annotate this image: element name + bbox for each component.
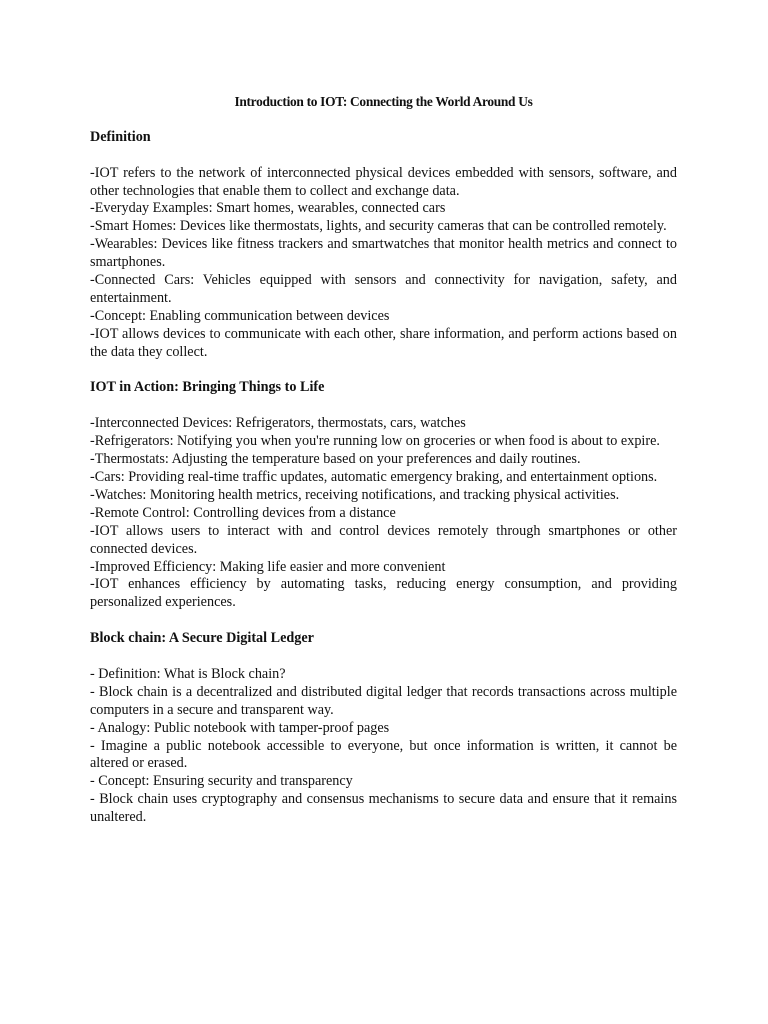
paragraph: - Concept: Ensuring security and transparency (90, 773, 353, 790)
paragraph: - Definition: What is Block chain? (90, 665, 286, 682)
section-heading: Definition (90, 128, 151, 145)
paragraph: -Concept: Enabling communication between devices (90, 307, 390, 324)
paragraph: -Refrigerators: Notifying you when you're running low on groceries or when food is about to expire. (90, 433, 660, 450)
section-definition (90, 129, 677, 362)
section-heading: IOT in Action: Bringing Things to Life (90, 379, 325, 396)
paragraph: -IOT allows devices to communicate with each other, share information, and perform actions based on the data they collect. (90, 325, 677, 360)
paragraph: -Watches: Monitoring health metrics, receiving notifications, and tracking physical activities. (90, 486, 620, 503)
paragraph: -Interconnected Devices: Refrigerators, thermostats, cars, watches (90, 415, 466, 432)
paragraph: -Improved Efficiency: Making life easier and more convenient (90, 558, 446, 575)
paragraph: -Wearables: Devices like fitness trackers and smartwatches that monitor health metrics and connect to smartphones. (90, 236, 677, 271)
document-title: Introduction to IOT: Connecting the World Around Us (234, 94, 533, 109)
paragraph: - Block chain is a decentralized and distributed digital ledger that records transactions across multiple computers in a secure and transparent way. (90, 683, 677, 718)
paragraph: -Connected Cars: Vehicles equipped with sensors and connectivity for navigation, safety, and entertainment. (90, 272, 677, 306)
document-page (90, 93, 677, 845)
paragraph: - Imagine a public notebook accessible to everyone, but once information is written, it cannot be altered or erased. (90, 737, 677, 772)
paragraph: -Remote Control: Controlling devices from a distance (90, 504, 396, 521)
paragraph: -IOT allows users to interact with and control devices remotely through smartphones or other connected devices. (90, 522, 677, 557)
paragraph: - Analogy: Public notebook with tamper-proof pages (90, 719, 390, 736)
paragraph: -Smart Homes: Devices like thermostats, lights, and security cameras that can be controlled remotely. (90, 218, 667, 235)
section-heading: Block chain: A Secure Digital Ledger (90, 630, 314, 647)
paragraph: -IOT refers to the network of interconnected physical devices embedded with sensors, software, and other technologies that enable them to collect and exchange data. (90, 164, 677, 199)
paragraph: -IOT enhances efficiency by automating tasks, reducing energy consumption, and providing personalized experiences. (90, 576, 677, 611)
paragraph: -Cars: Providing real-time traffic updates, automatic emergency braking, and entertainment options. (90, 468, 658, 485)
section-block-chain (90, 630, 677, 827)
section-iot-in-action (90, 379, 677, 612)
paragraph: -Everyday Examples: Smart homes, wearables, connected cars (90, 200, 446, 217)
paragraph: - Block chain uses cryptography and consensus mechanisms to secure data and ensure that it remains unaltered. (90, 791, 677, 826)
paragraph: -Thermostats: Adjusting the temperature based on your preferences and daily routines. (90, 451, 581, 468)
